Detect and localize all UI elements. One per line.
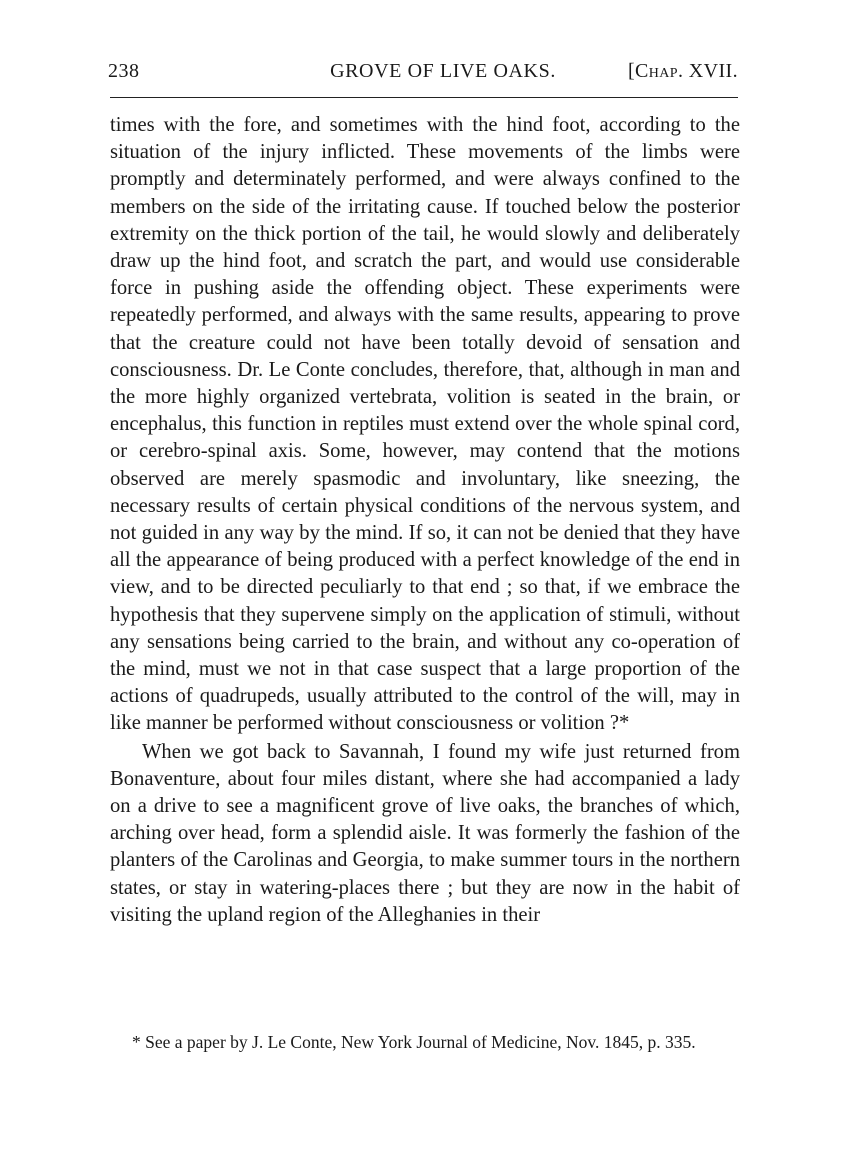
- page-number: 238: [108, 60, 140, 82]
- chapter-label: [628, 56, 738, 86]
- body-text: [110, 112, 740, 929]
- chapter-number: . XVII.: [677, 60, 738, 82]
- footnote: * See a paper by J. Le Conte, New York Journal of Medicine, Nov. 1845, p. 335.: [132, 1032, 696, 1052]
- paragraph-1: times with the fore, and sometimes with the hind foot, according to the situation of the injury inflicted. These movements of the limbs were promptly and determinately performed, and were always confined to the members on the side of the irritating cause. If touched below the posterior extremity on the thick portion of the tail, he would slowly and deliberately draw up the hind foot, and scratch the part, and would use considerable force in pushing aside the offending object. These experiments were repeatedly performed, and always with the same results, appearing to prove that the creature could not have been totally devoid of sensation and consciousness. Dr. Le Conte concludes, therefore, that, although in man and the more highly organized vertebrata, volition is seated in the brain, or encephalus, this function in reptiles must extend over the whole spinal cord, or cerebro-spinal axis. Some, however, may contend that the motions observed are merely spasmodic and involuntary, like sneezing, the necessary results of certain physical conditions of the nervous system, and not guided in any way by the mind. If so, it can not be denied that they have all the appearance of being produced with a perfect knowledge of the end in view, and to be directed peculiarly to that end ; so that, if we embrace the hypothesis that they supervene simply on the application of stimuli, without any sensations being carried to the brain, and without any co-operation of the mind, must we not in that case suspect that a large proportion of the actions of quadrupeds, usually attributed to the control of the will, may in like manner be performed without consciousness or volition ?*: [110, 114, 740, 735]
- chapter-bracket: [: [627, 60, 636, 82]
- paragraph-2: When we got back to Savannah, I found my wife just returned from Bonaventure, about four miles distant, where she had accompanied a lady on a drive to see a magnificent grove of live oaks, the branches of which, arching over head, form a splendid aisle. It was formerly the fashion of the planters of the Carolinas and Georgia, to make summer tours in the northern states, or stay in watering-places there ; but they are now in the habit of visiting the upland region of the Alleghanies in their: [110, 740, 740, 926]
- chapter-abbrev: Chap: [635, 60, 678, 82]
- running-head: [108, 56, 738, 86]
- running-title: GROVE OF LIVE OAKS.: [330, 60, 556, 82]
- header-rule: [110, 97, 738, 98]
